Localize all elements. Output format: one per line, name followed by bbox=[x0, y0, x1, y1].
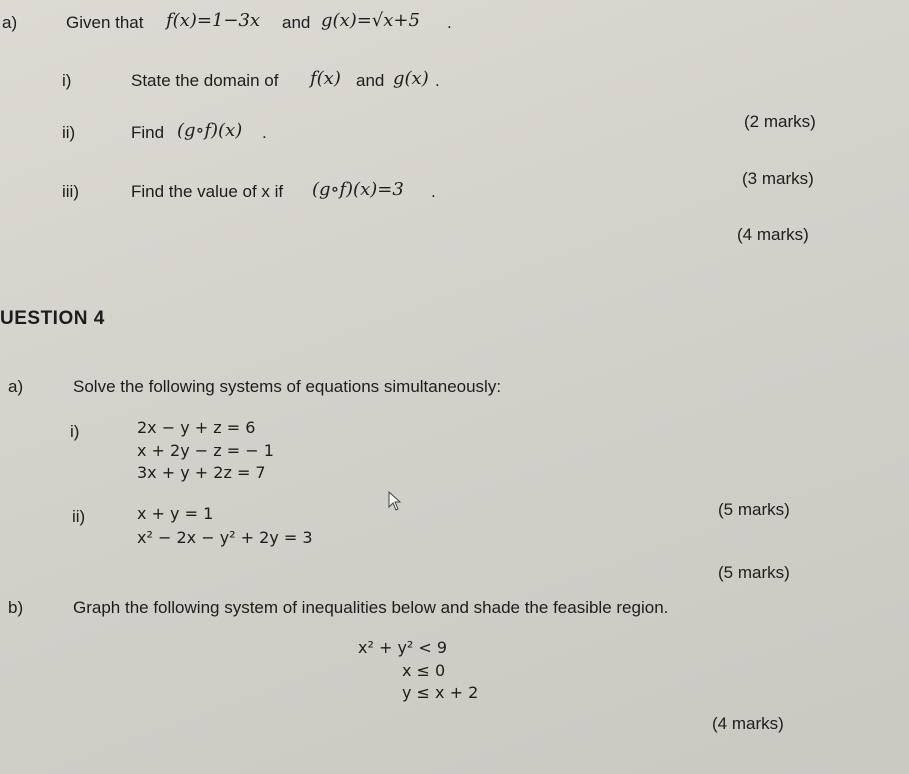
q3-part-ii-end: . bbox=[262, 123, 267, 142]
mouse-pointer-icon bbox=[388, 491, 402, 511]
q3-label-a: a) bbox=[2, 13, 18, 32]
equation-4: x + y = 1 bbox=[137, 504, 214, 523]
q4-marks-i: (5 marks) bbox=[718, 500, 790, 519]
inequality-1: x² + y² < 9 bbox=[358, 638, 448, 657]
q3-part-i-math1: f(x) bbox=[310, 68, 341, 89]
q4-marks-b: (4 marks) bbox=[712, 714, 784, 733]
g-definition: g(x)=√x+5 bbox=[321, 10, 420, 31]
q4-part-i-num: i) bbox=[70, 422, 80, 441]
q4-part-a-text: Solve the following systems of equations simultaneously: bbox=[73, 377, 502, 396]
q4-label-b: b) bbox=[8, 598, 24, 617]
q3-part-i-num: i) bbox=[62, 71, 72, 90]
q3-part-i-end: . bbox=[435, 71, 440, 90]
q3-part-ii-math: (g∘f)(x) bbox=[177, 120, 243, 141]
q3-part-i-and: and bbox=[356, 71, 385, 90]
q3-part-iii-text: Find the value of x if bbox=[131, 182, 284, 201]
q3-part-ii-text: Find bbox=[131, 123, 165, 142]
q3-part-iii-end: . bbox=[431, 182, 436, 201]
equation-5: x² − 2x − y² + 2y = 3 bbox=[137, 528, 313, 547]
q3-part-iii-math: (g∘f)(x)=3 bbox=[312, 179, 404, 200]
q4-part-b-text: Graph the following system of inequalities below and shade the feasible region. bbox=[73, 598, 669, 617]
q3-stem-text: Given that bbox=[66, 13, 144, 32]
q3-and: and bbox=[282, 13, 311, 32]
inequality-3: y ≤ x + 2 bbox=[402, 683, 479, 702]
equation-3: 3x + y + 2z = 7 bbox=[137, 463, 266, 482]
q3-part-i-text: State the domain of bbox=[131, 71, 279, 90]
q4-label-a: a) bbox=[8, 377, 24, 396]
q3-part-iii-num: iii) bbox=[62, 182, 79, 201]
f-definition: f(x)=1−3x bbox=[166, 10, 261, 31]
inequality-2: x ≤ 0 bbox=[402, 661, 446, 680]
q3-period: . bbox=[447, 13, 452, 32]
q3-part-i-math2: g(x) bbox=[393, 68, 429, 89]
q4-marks-ii: (5 marks) bbox=[718, 563, 790, 582]
question-4-heading: UESTION 4 bbox=[0, 308, 105, 329]
equation-1: 2x − y + z = 6 bbox=[137, 418, 256, 437]
q3-marks-3: (4 marks) bbox=[737, 225, 809, 244]
q4-part-ii-num: ii) bbox=[72, 507, 86, 526]
q3-marks-1: (2 marks) bbox=[744, 112, 816, 131]
equation-2: x + 2y − z = − 1 bbox=[137, 441, 274, 460]
q3-part-ii-num: ii) bbox=[62, 123, 76, 142]
q3-marks-2: (3 marks) bbox=[742, 169, 814, 188]
